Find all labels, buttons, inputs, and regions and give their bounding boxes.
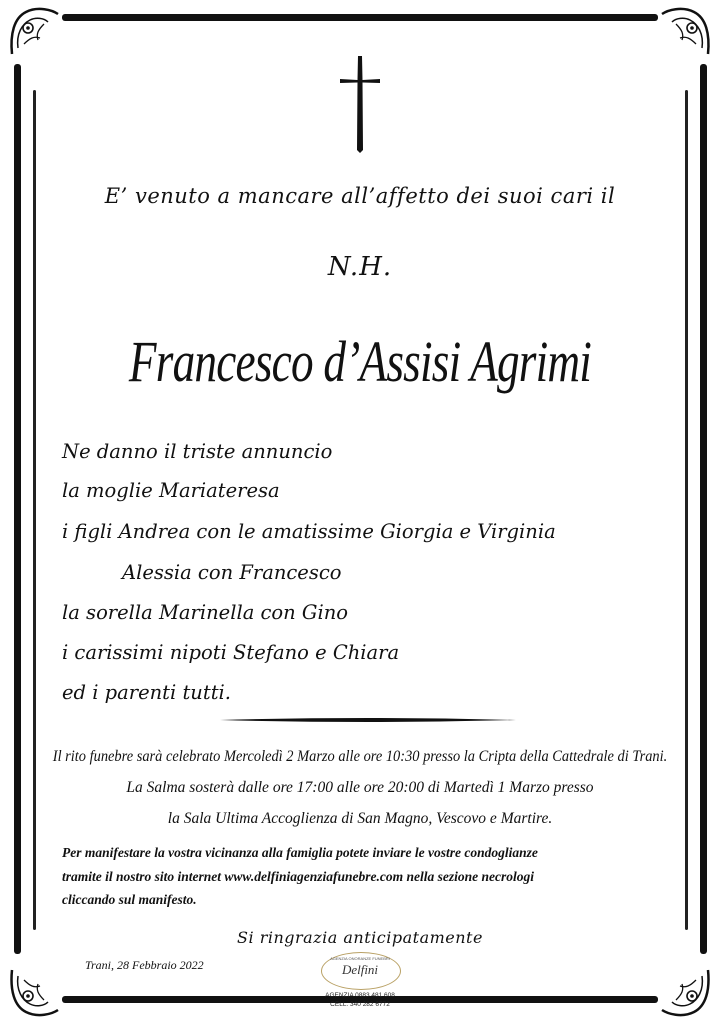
rite-line: Il rito funebre sarà celebrato Mercoledì 2 Marzo alle ore 10:30 presso la Cripta della Cattedrale di Trani.	[52, 748, 668, 765]
date-line: Trani, 28 Febbraio 2022	[85, 958, 204, 972]
family-line: ed i parenti tutti.	[62, 681, 231, 704]
condolence-line: tramite il nostro sito internet www.delfiniagenziafunebre.com nella sezione necrologi	[62, 869, 535, 884]
latin-cross-icon	[336, 54, 384, 154]
family-line: la moglie Mariateresa	[62, 479, 280, 502]
flourish-corner-icon	[656, 960, 716, 1020]
flourish-corner-icon	[4, 960, 64, 1020]
family-line: i carissimi nipoti Stefano e Chiara	[62, 641, 400, 664]
frame-left-inner-line	[33, 90, 36, 930]
thanks-text: Si ringrazia anticipatamente	[237, 928, 483, 947]
family-line: i figli Andrea con le amatissime Giorgia e Virginia	[62, 520, 556, 543]
divider-line	[220, 716, 516, 724]
agency-logo	[313, 950, 407, 1016]
deceased-name: Francesco d’Assisi Agrimi	[128, 329, 592, 394]
agency-logo-name: Delfini	[341, 962, 379, 977]
agency-logo-subtitle: AGENZIA ONORANZE FUNEBRI	[330, 956, 390, 961]
flourish-corner-icon	[4, 4, 64, 64]
frame-top-bar	[62, 14, 658, 21]
rite-line: La Salma sosterà dalle ore 17:00 alle ore 20:00 di Martedì 1 Marzo presso	[126, 779, 594, 796]
frame-right-inner-line	[685, 90, 688, 930]
flourish-corner-icon	[656, 4, 716, 64]
family-line: Alessia con Francesco	[122, 561, 342, 584]
intro-text: E’ venuto a mancare all’affetto dei suoi cari il	[104, 184, 616, 208]
condolence-line: cliccando sul manifesto.	[62, 892, 197, 907]
honorific-title: N.H.	[327, 252, 393, 282]
family-line: la sorella Marinella con Gino	[62, 601, 349, 624]
rite-line: la Sala Ultima Accoglienza di San Magno, Vescovo e Martire.	[167, 810, 553, 827]
agency-phone: AGENZIA 0883 481 608	[325, 992, 395, 999]
family-line: Ne danno il triste annuncio	[62, 440, 333, 463]
agency-cell: CELL. 340 282 6772	[330, 1001, 390, 1008]
condolence-line: Per manifestare la vostra vicinanza alla famiglia potete inviare le vostre condoglianze	[62, 845, 538, 860]
